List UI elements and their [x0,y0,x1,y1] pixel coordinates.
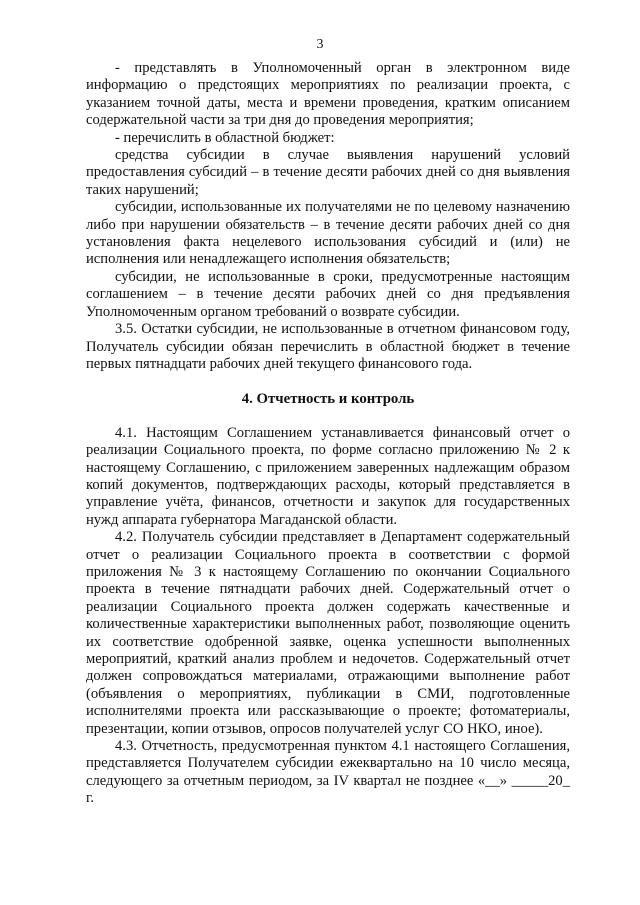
paragraph-unused-subsidies: субсидии, не использованные в сроки, предусмотренные настоящим соглашением – в течение десяти рабочих дней со дня предъявления Уполномоченным органом требований о возврате субсидии. [86,268,570,320]
paragraph-3-5: 3.5. Остатки субсидии, не использованные в отчетном финансовом году, Получатель субсидии обязан перечислить в областной бюджет в течение первых пятнадцати рабочих дней текущего финансового года. [86,321,570,372]
paragraph-4-1: 4.1. Настоящим Соглашением устанавливается финансовый отчет о реализации Социального проекта, по форме согласно приложению № 2 к настоящему Соглашению, с приложением заверенных надлежащим образом копий документов, подтверждающих расходы, который представляется в управление учёта, финансов, отчетности и закупок для государственных нужд аппарата губернатора Магаданской области. [86,424,570,528]
document-body [86,60,570,808]
paragraph-transfer-budget: - перечислить в областной бюджет: [115,129,335,146]
paragraph-misused-subsidies: субсидии, использованные их получателями не по целевому назначению либо при нарушении обязательств – в течение десяти рабочих дней со дня установления факта нецелевого использования субсидий и (или) не исполнения или ненадлежащего исполнения обязательств; [86,199,570,268]
paragraph-violation-funds: средства субсидии в случае выявления нарушений условий предоставления субсидий – в течение десяти рабочих дней со дня выявления таких нарушений; [86,147,570,198]
paragraph-4-2: 4.2. Получатель субсидии представляет в Департамент содержательный отчет о реализации Социального проекта в соответствии с формой приложения № 3 к настоящему Соглашению по окончании Социального проекта в течение пятнадцати рабочих дней. Содержательный отчет о реализации Социального проекта должен содержать качественные и количественные характеристики выполненных работ, позволяющие оценить их соответствие одобренной заявке, оценка успешности выполненных мероприятий, краткий анализ проблем и недочетов. Содержательный отчет должен сопровождаться материалами, отражающими выполнение работ (объявления о мероприятиях, публикации в СМИ, подготовленные исполнителями проекта или рассказывающие о проекте; фотоматериалы, презентации, копии отзывов, опросов получателей услуг СО НКО, иное). [86,529,570,737]
paragraph-submit-info: - представлять в Уполномоченный орган в электронном виде информацию о предстоящих мероприятиях по реализации проекта, с указанием точной даты, места и времени проведения, кратким описанием содержательной части за три дня до проведения мероприятия; [86,60,570,129]
section-title: 4. Отчетность и контроль [241,391,415,408]
page-number: 3 [316,37,324,52]
paragraph-4-3: 4.3. Отчетность, предусмотренная пунктом 4.1 настоящего Соглашения, представляется Получателем субсидии ежеквартально на 10 число месяца, следующего за отчетным периодом, за IV квартал не позднее «__» _____20_ г. [86,738,570,807]
